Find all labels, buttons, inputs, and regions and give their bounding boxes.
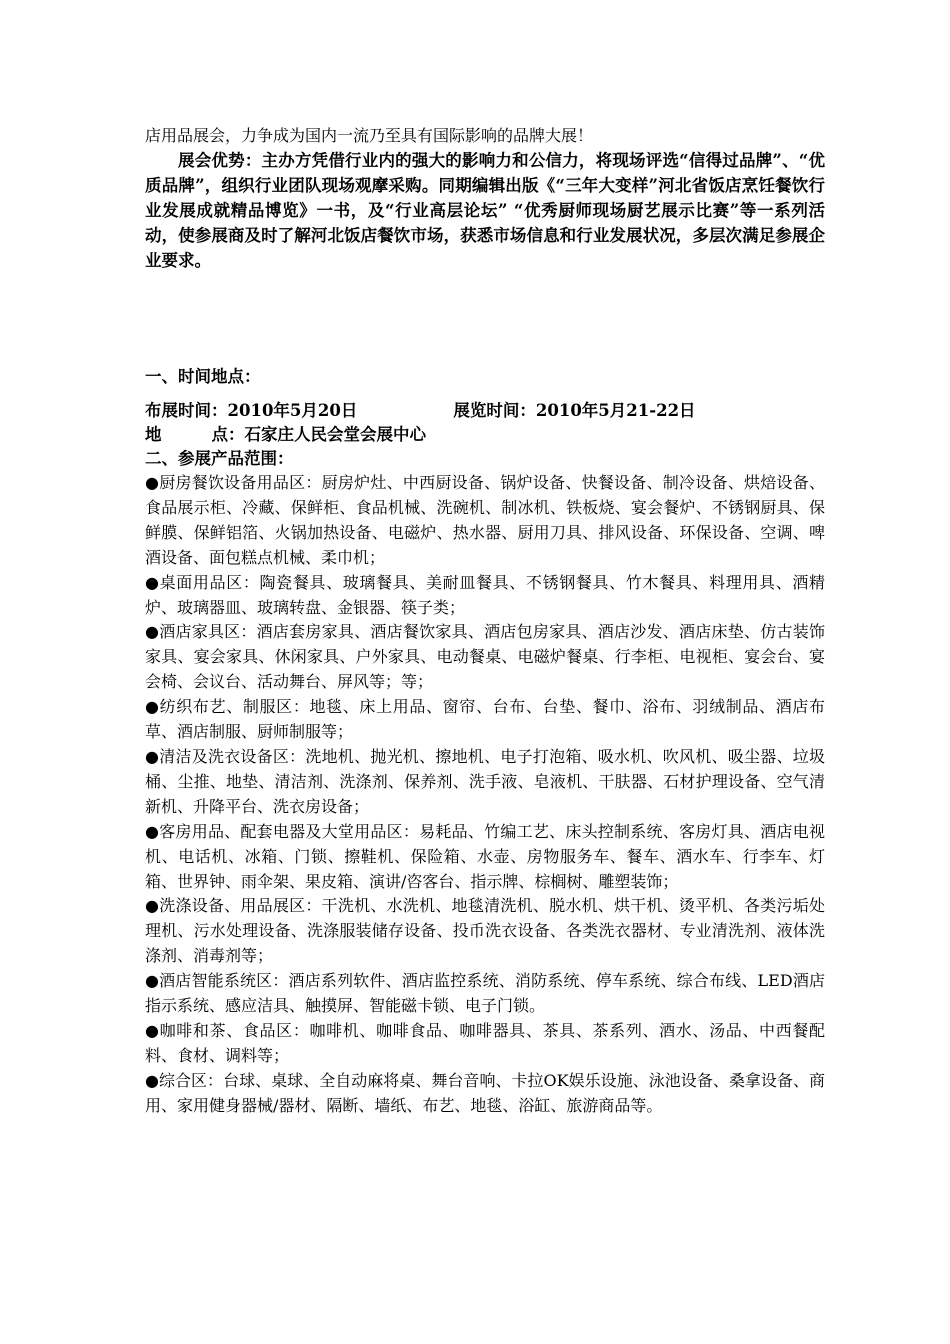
venue-label-part2: 点：: [211, 425, 245, 444]
document-body: [145, 124, 825, 1119]
category-tableware: ●桌面用品区：陶瓷餐具、玻璃餐具、美耐皿餐具、不锈钢餐具、竹木餐具、料理用具、酒精炉、玻璃器皿、玻璃转盘、金银器、筷子类；: [145, 572, 825, 617]
advantage-label: 展会优势：: [178, 151, 262, 170]
advantage-text: 主办方凭借行业内的强大的影响力和公信力，将现场评选“信得过品牌”、“优质品牌”，组织行业团队现场观摩采购。同期编辑出版《“三年大变样”河北省饭店烹饪餐饮行业发展成就精品博览》一书，及“行业高层论坛” “优秀厨师现场厨艺展示比赛”等一系列活动，使参展商及时了解河北饭店餐饮市场，获悉市场信息和行业发展状况，多层次满足参展企业要求。: [145, 151, 825, 270]
expo-time-value: 2010年5月21-22日: [535, 401, 696, 420]
expo-time-label: 展览时间：: [453, 401, 536, 420]
advantage-paragraph: [145, 148, 825, 273]
category-general: ●综合区：台球、桌球、全自动麻将桌、舞台音响、卡拉OK娱乐设施、泳池设备、桑拿设备、商用、家用健身器械/器材、隔断、墙纸、布艺、地毯、浴缸、旅游商品等。: [145, 1070, 825, 1115]
category-guestroom: ●客房用品、配套电器及大堂用品区：易耗品、竹编工艺、床头控制系统、客房灯具、酒店电视机、电话机、冰箱、门锁、擦鞋机、保险箱、水壶、房物服务车、餐车、酒水车、行李车、灯箱、世界钟、雨伞架、果皮箱、演讲/咨客台、指示牌、棕榈树、雕塑装饰；: [145, 821, 825, 891]
schedule-line: [145, 399, 825, 423]
category-textile: ●纺织布艺、制服区：地毯、床上用品、窗帘、台布、台垫、餐巾、浴布、羽绒制品、酒店布草、酒店制服、厨师制服等；: [145, 697, 825, 742]
setup-time-value: 2010年5月20日: [227, 401, 358, 420]
setup-time-label: 布展时间：: [145, 401, 228, 420]
category-kitchen: ●厨房餐饮设备用品区：厨房炉灶、中西厨设备、锅炉设备、快餐设备、制冷设备、烘焙设备、食品展示柜、冷藏、保鲜柜、食品机械、洗碗机、制冰机、铁板烧、宴会餐炉、不锈钢厨具、保鲜膜、保鲜铝箔、火锅加热设备、电磁炉、热水器、厨用刀具、排风设备、环保设备、空调、啤酒设备、面包糕点机械、柔巾机；: [145, 473, 825, 567]
section-heading-product-scope: 二、参展产品范围：: [145, 449, 294, 468]
category-cleaning: ●清洁及洗衣设备区：洗地机、抛光机、擦地机、电子打泡箱、吸水机、吹风机、吸尘器、垃圾桶、尘推、地垫、清洁剂、洗涤剂、保养剂、洗手液、皂液机、干肤器、石材护理设备、空气清新机、升降平台、洗衣房设备；: [145, 746, 825, 816]
venue-label-part1: 地: [145, 425, 162, 444]
category-furniture: ●酒店家具区：酒店套房家具、酒店餐饮家具、酒店包房家具、酒店沙发、酒店床垫、仿古装饰家具、宴会家具、休闲家具、户外家具、电动餐桌、电磁炉餐桌、行李柜、电视柜、宴会台、宴会椅、会议台、活动舞台、屏风等；等；: [145, 622, 825, 692]
category-smart-system: ●酒店智能系统区：酒店系列软件、酒店监控系统、消防系统、停车系统、综合布线、LED酒店指示系统、感应洁具、触摸屏、智能磁卡锁、电子门锁。: [145, 971, 825, 1016]
intro-paragraph: 店用品展会，力争成为国内一流乃至具有国际影响的品牌大展！: [145, 126, 594, 145]
venue-line: [145, 423, 825, 447]
section-heading-time-place: 一、时间地点：: [145, 367, 261, 386]
venue-value: 石家庄人民会堂会展中心: [244, 425, 426, 444]
category-laundry: ●洗涤设备、用品展区：干洗机、水洗机、地毯清洗机、脱水机、烘干机、烫平机、各类污垢处理机、污水处理设备、洗涤服装储存设备、投币洗衣设备、各类洗衣器材、专业清洗剂、液体洗涤剂、消毒剂等；: [145, 896, 825, 966]
category-coffee-food: ●咖啡和茶、食品区：咖啡机、咖啡食品、咖啡器具、茶具、茶系列、酒水、汤品、中西餐配料、食材、调料等；: [145, 1020, 825, 1065]
